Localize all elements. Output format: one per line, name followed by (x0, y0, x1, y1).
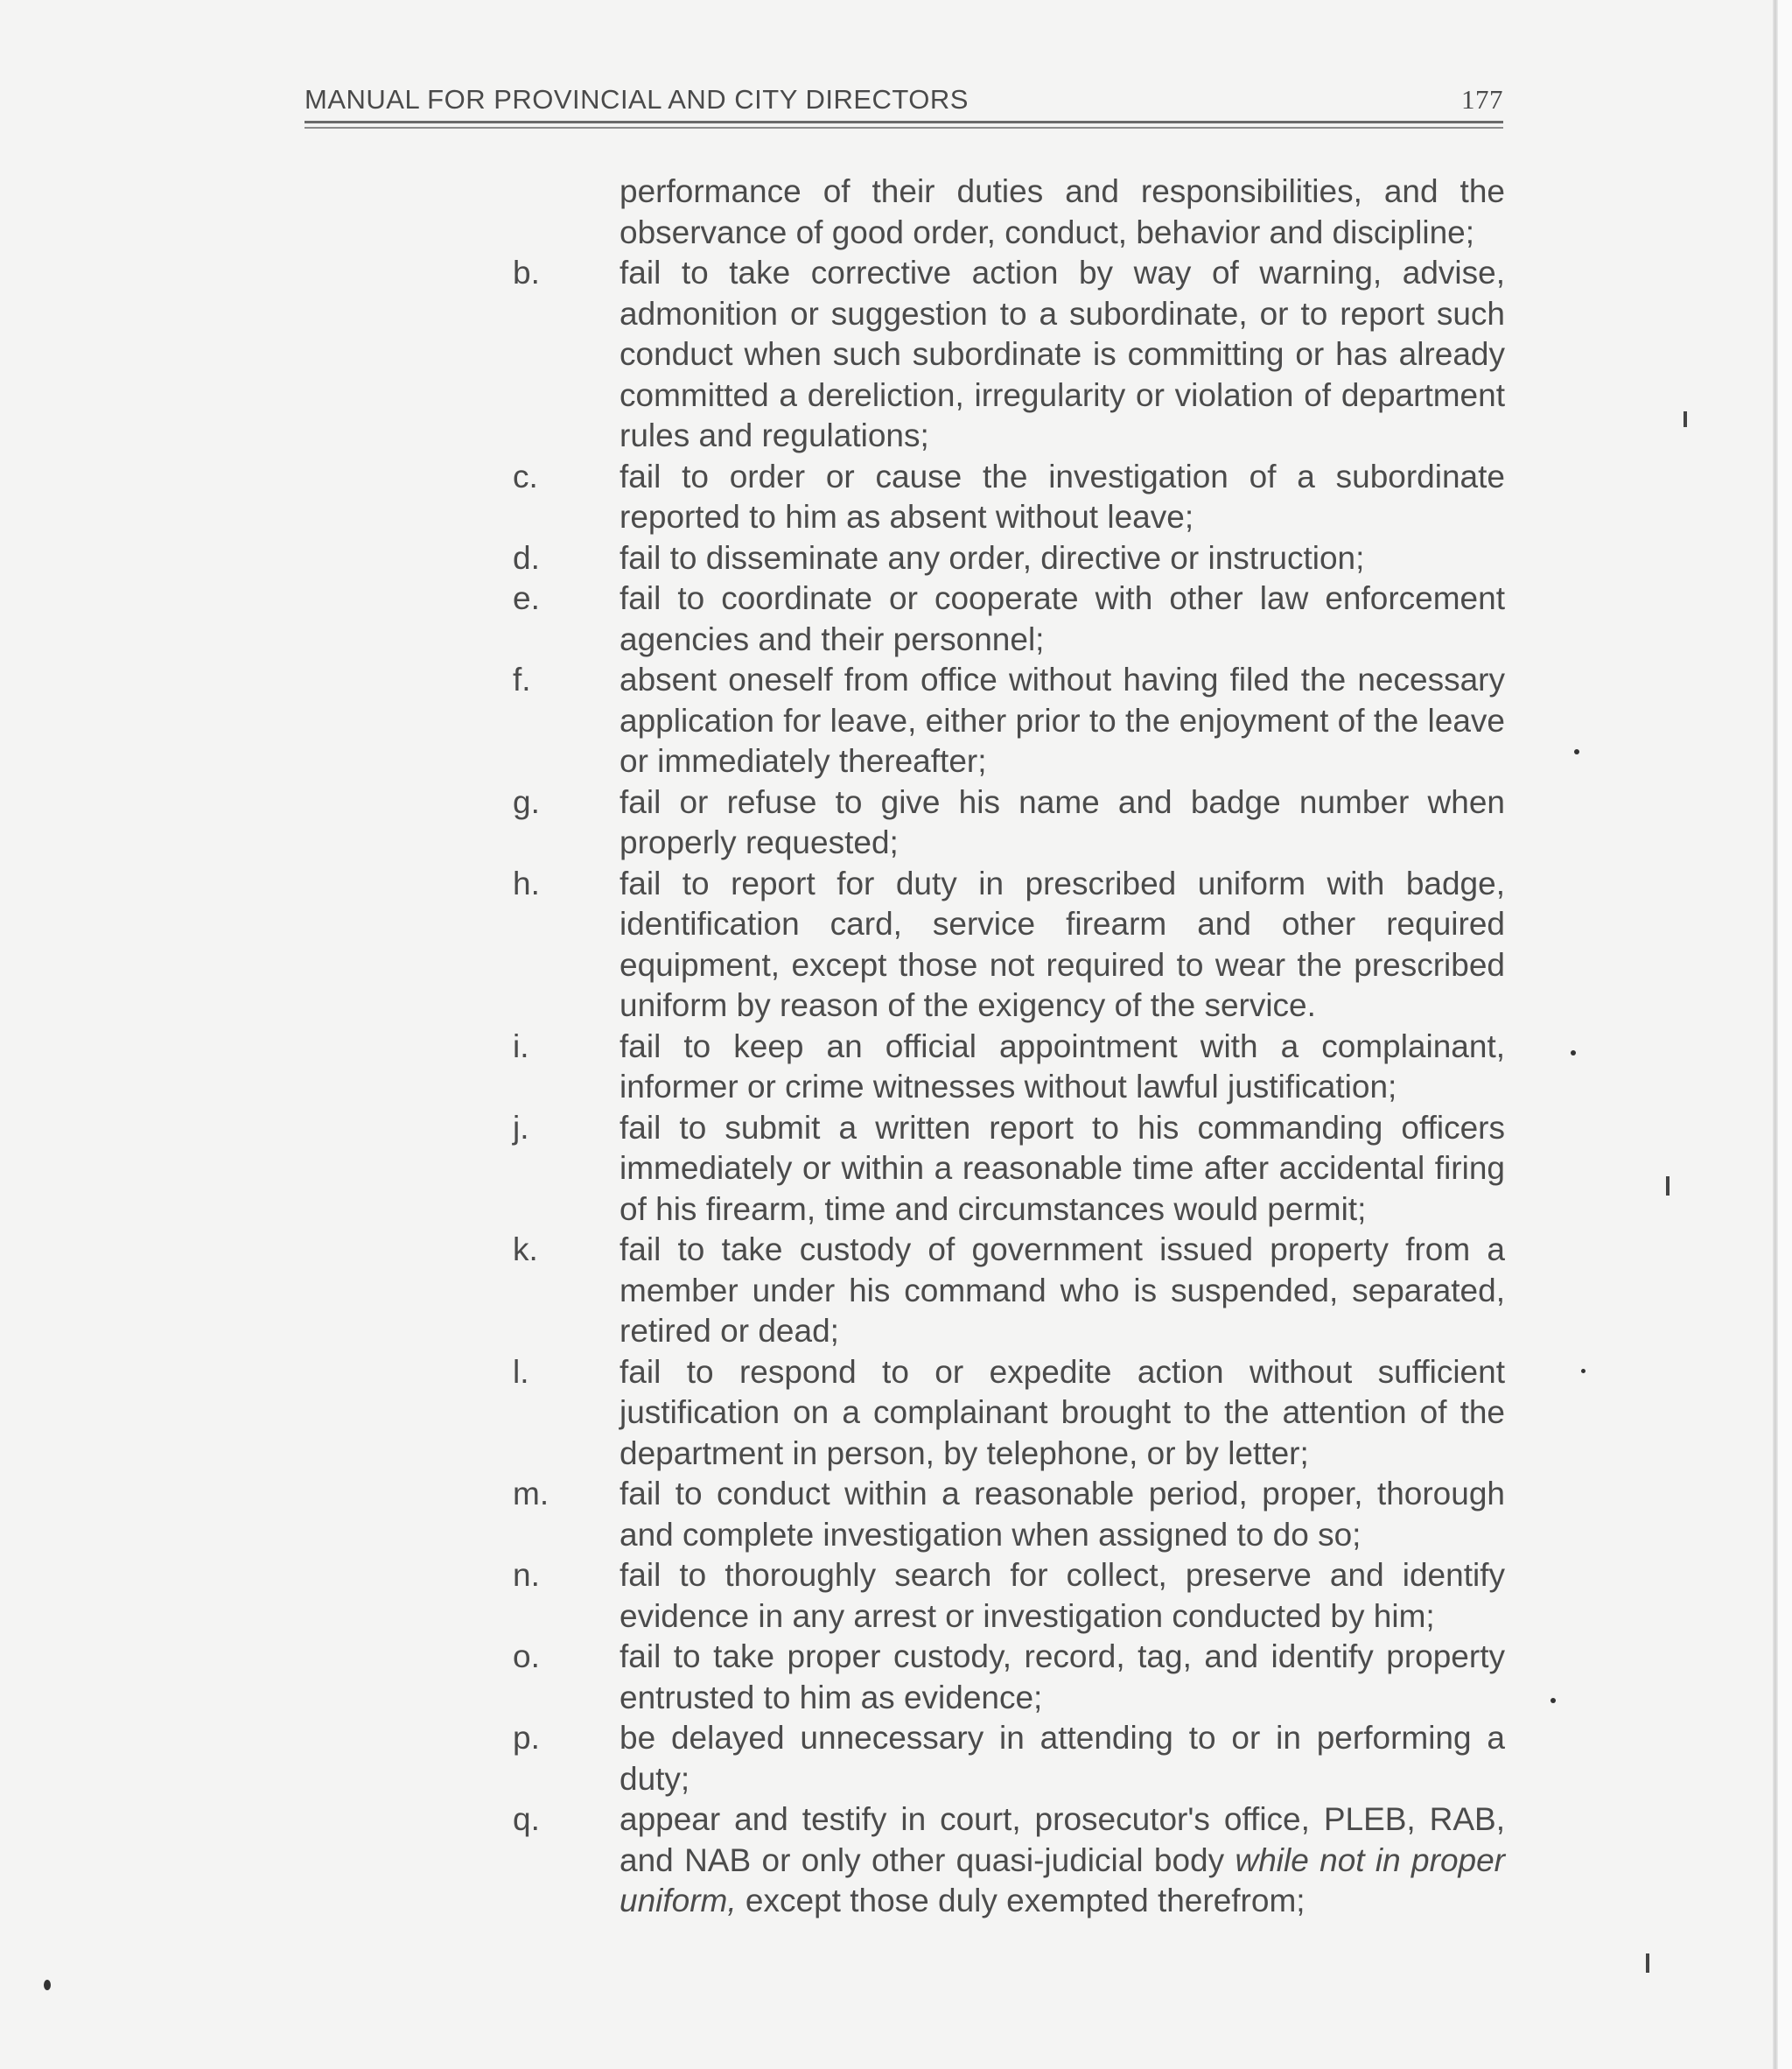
list-item-text: fail to take custody of government issued property from a member under his command who is suspended, separated, retired or dead; (620, 1231, 1505, 1349)
document-body (490, 172, 1505, 1922)
page-edge-shadow (1773, 0, 1778, 2069)
list-item-text: fail to coordinate or cooperate with other law enforcement agencies and their personnel; (620, 580, 1505, 657)
scan-artifact (1574, 749, 1579, 754)
list-item (490, 538, 1505, 579)
list-item-text (620, 1801, 1505, 1918)
list-item-marker: g. (513, 783, 540, 820)
list-item-marker: b. (513, 255, 540, 291)
list-item-marker: i. (513, 1027, 529, 1064)
list-item-text: fail to take proper custody, record, tag, and identify property entrusted to him as evidence; (620, 1638, 1505, 1715)
list-item (490, 1352, 1505, 1475)
list-item-marker: h. (513, 865, 540, 901)
list-item (490, 1718, 1505, 1799)
list-item-text: fail to take corrective action by way of warning, advise, admonition or suggestion to a subordinate, or to report such conduct when such subordinate is committing or has already committed a dereliction, irregularity or violation of department rules and regulations; (620, 255, 1505, 453)
list-item-text: be delayed unnecessary in attending to or in performing a duty; (620, 1720, 1505, 1797)
header-rule (304, 121, 1503, 129)
list-item (490, 579, 1505, 660)
list-item-text: fail or refuse to give his name and badge number when properly requested; (620, 783, 1505, 860)
list-item-text: fail to conduct within a reasonable period, proper, thorough and complete investigation when assigned to do so; (620, 1476, 1505, 1553)
list-item-text: fail to submit a written report to his commanding officers immediately or within a reasonable time after accidental firing of his firearm, time and circumstances would permit; (620, 1109, 1505, 1227)
list-item-text: fail to report for duty in prescribed uniform with badge, identification card, service firearm and other required equipment, except those not required to wear the prescribed uniform by reason of the exigency of the service. (620, 865, 1505, 1023)
violations-list (490, 253, 1505, 1922)
list-item (490, 1637, 1505, 1718)
list-item (490, 782, 1505, 864)
page-number: 177 (1461, 84, 1503, 115)
list-item-marker: p. (513, 1720, 540, 1756)
list-item (490, 253, 1505, 457)
list-item-text: fail to disseminate any order, directive or instruction; (620, 539, 1365, 576)
list-item-marker: k. (513, 1231, 538, 1267)
list-item (490, 457, 1505, 538)
list-item-text: fail to thoroughly search for collect, preserve and identify evidence in any arrest or investigation conducted by him; (620, 1557, 1505, 1634)
list-item (490, 1474, 1505, 1555)
list-item (490, 1027, 1505, 1108)
scan-artifact (44, 1980, 51, 1990)
scan-artifact (1581, 1369, 1586, 1373)
scan-artifact (1550, 1698, 1556, 1703)
list-item (490, 1230, 1505, 1352)
list-item (490, 660, 1505, 782)
list-item-marker: f. (513, 662, 531, 698)
scan-artifact (1571, 1050, 1576, 1056)
list-item (490, 864, 1505, 1027)
list-item-text: fail to order or cause the investigation of a subordinate reported to him as absent without leave; (620, 458, 1505, 535)
list-item-marker: l. (513, 1353, 529, 1390)
scan-artifact (1646, 1953, 1649, 1973)
list-item (490, 1555, 1505, 1637)
list-item-text: fail to respond to or expedite action without sufficient justification on a complainant brought to the attention of the department in person, by telephone, or by letter; (620, 1353, 1505, 1471)
list-item-marker: j. (513, 1109, 529, 1146)
scan-artifact (1684, 411, 1687, 427)
list-item-marker: m. (513, 1476, 550, 1511)
list-item-marker: n. (513, 1557, 540, 1593)
list-item-marker: o. (513, 1638, 540, 1674)
scan-artifact (1666, 1176, 1670, 1196)
running-header (304, 84, 1503, 119)
list-item (490, 1799, 1505, 1922)
list-item-text-part: appear and testify in court, prosecutor's office, PLEB, RAB, and NAB or only other quasi-judicial body (620, 1801, 1505, 1878)
running-header-title: MANUAL FOR PROVINCIAL AND CITY DIRECTORS (304, 84, 969, 115)
list-item-marker: q. (513, 1801, 540, 1837)
list-item-text: absent oneself from office without having filed the necessary application for leave, either prior to the enjoyment of the leave or immediately thereafter; (620, 662, 1505, 779)
list-item-text-part: except those duly exempted therefrom; (736, 1883, 1306, 1918)
scan-margin-right (1778, 0, 1792, 2069)
continuation-paragraph: performance of their duties and responsibilities, and the observance of good order, conduct, behavior and discipline; (620, 173, 1505, 250)
list-item-marker: d. (513, 539, 540, 576)
list-item (490, 1108, 1505, 1231)
list-item-marker: c. (513, 458, 538, 494)
list-item-text: fail to keep an official appointment with a complainant, informer or crime witnesses without lawful justification; (620, 1027, 1505, 1105)
list-item-text-italic: while not in proper uniform, (620, 1841, 1506, 1918)
list-item-marker: e. (513, 580, 540, 616)
